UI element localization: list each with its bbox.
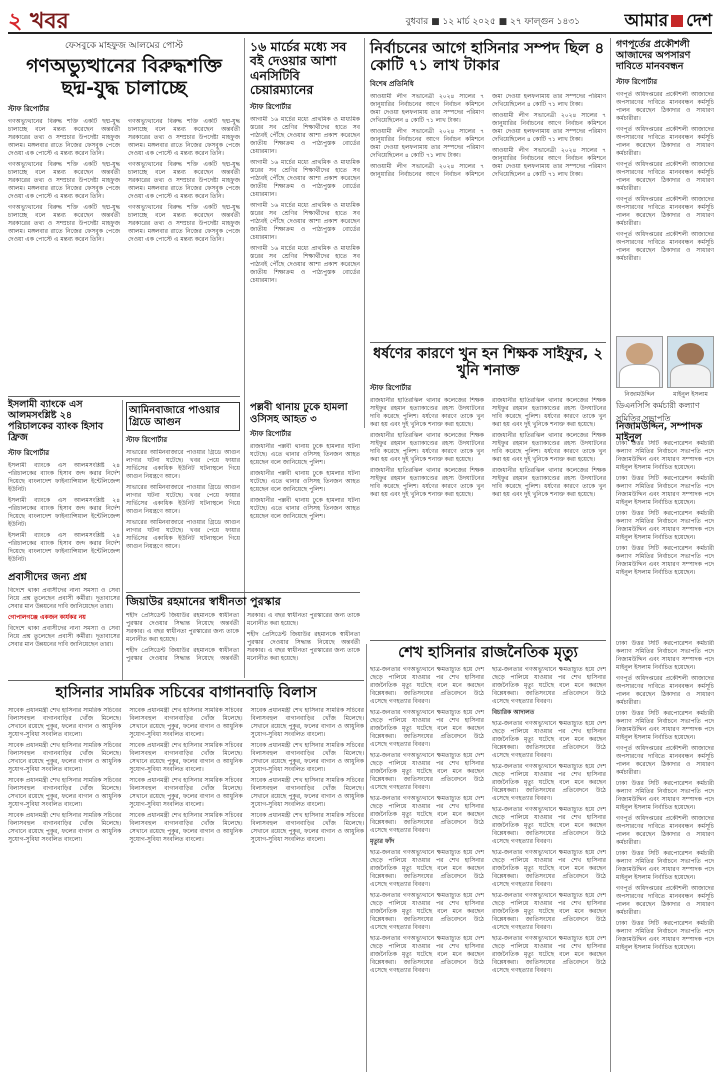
story-headline: গণপূর্তের প্রকৌশলী আজাদের অপসারণ দাবিতে মানববন্ধন bbox=[616, 39, 691, 72]
story-dncc bbox=[616, 336, 714, 636]
story-nctb bbox=[250, 40, 360, 390]
story-islami-bank bbox=[8, 400, 120, 570]
byline: স্টাফ রিপোর্টার bbox=[8, 104, 50, 113]
byline: স্টাফ রিপোর্টার bbox=[126, 436, 168, 444]
story-headline: প্রবাসীদের জন্য প্রশ্ন bbox=[8, 572, 87, 583]
masthead bbox=[8, 4, 712, 34]
column-divider bbox=[610, 38, 611, 1072]
section-divider bbox=[8, 396, 240, 397]
story-mahfuz bbox=[8, 38, 240, 393]
section-divider bbox=[370, 640, 606, 641]
byline: স্টাফ রিপোর্টার bbox=[616, 77, 658, 86]
story-headline: নিজামউদ্দিন, সম্পাদক মাইনুল bbox=[616, 421, 703, 443]
story-headline: ইসলামী ব্যাংকে এস আলমসংশ্লিষ্ট ২৪ পরিচালকের ব্যাংক হিসাব ফ্রিজ bbox=[8, 399, 104, 443]
story-headline: পল্লবী থানায় ঢুকে হামলা ওসিসহ আহত ৩ bbox=[250, 402, 348, 425]
person-icon bbox=[677, 343, 704, 365]
byline: স্টাফ রিপোর্টার bbox=[250, 102, 292, 111]
photo-nizamuddin bbox=[616, 336, 663, 388]
story-body: ঢাকা উত্তর সিটি করপোরেশন কর্মচারী কল্যাণ সমিতির নির্বাচনে সভাপতি পদে নিজামউদ্দিন এবং সাধারণ সম্পাদক পদে মাইনুল ইসলাম নির্বাচিত হয়েছেন। গণপূর্ত অধিদপ্তরের প্রকৌশলী আজাদের অপসারণের দাবিতে মানববন্ধন কর্মসূচি পালন করেছেন ঠিকাদার ও সাধারণ কর্মচারীরা। ঢাকা উত্তর সিটি করপোরেশন কর্মচারী কল্যাণ সমিতির নির্বাচনে সভাপতি পদে নিজামউদ্দিন এবং সাধারণ সম্পাদক পদে মাইনুল ইসলাম নির্বাচিত হয়েছেন। গণপূর্ত অধিদপ্তরের প্রকৌশলী আজাদের অপসারণের দাবিতে মানববন্ধন কর্মসূচি পালন করেছেন ঠিকাদার ও সাধারণ কর্মচারীরা। ঢাকা উত্তর সিটি করপোরেশন কর্মচারী কল্যাণ সমিতির নির্বাচনে সভাপতি পদে নিজামউদ্দিন এবং সাধারণ সম্পাদক পদে মাইনুল ইসলাম নির্বাচিত হয়েছেন। গণপূর্ত অধিদপ্তরের প্রকৌশলী আজাদের অপসারণের দাবিতে মানববন্ধন কর্মসূচি পালন করেছেন ঠিকাদার ও সাধারণ কর্মচারীরা। ঢাকা উত্তর সিটি করপোরেশন কর্মচারী কল্যাণ সমিতির নির্বাচনে সভাপতি পদে নিজামউদ্দিন এবং সাধারণ সম্পাদক পদে মাইনুল ইসলাম নির্বাচিত হয়েছেন। গণপূর্ত অধিদপ্তরের প্রকৌশলী আজাদের অপসারণের দাবিতে মানববন্ধন কর্মসূচি পালন করেছেন ঠিকাদার ও সাধারণ কর্মচারীরা। ঢাকা উত্তর সিটি করপোরেশন কর্মচারী কল্যাণ সমিতির নির্বাচনে সভাপতি পদে নিজামউদ্দিন এবং সাধারণ সম্পাদক পদে মাইনুল ইসলাম নির্বাচিত হয়েছেন। bbox=[616, 640, 714, 951]
story-body: ঢাকা উত্তর সিটি করপোরেশন কর্মচারী কল্যাণ সমিতির নির্বাচনে সভাপতি পদে নিজামউদ্দিন এবং সাধারণ সম্পাদক পদে মাইনুল ইসলাম নির্বাচিত হয়েছেন। ঢাকা উত্তর সিটি করপোরেশন কর্মচারী কল্যাণ সমিতির নির্বাচনে সভাপতি পদে নিজামউদ্দিন এবং সাধারণ সম্পাদক পদে মাইনুল ইসলাম নির্বাচিত হয়েছেন। ঢাকা উত্তর সিটি করপোরেশন কর্মচারী কল্যাণ সমিতির নির্বাচনে সভাপতি পদে নিজামউদ্দিন এবং সাধারণ সম্পাদক পদে মাইনুল ইসলাম নির্বাচিত হয়েছেন। ঢাকা উত্তর সিটি করপোরেশন কর্মচারী কল্যাণ সমিতির নির্বাচনে সভাপতি পদে নিজামউদ্দিন এবং সাধারণ সম্পাদক পদে মাইনুল ইসলাম নির্বাচিত হয়েছেন। bbox=[616, 440, 714, 576]
photo-mainul bbox=[667, 336, 714, 388]
story-headline: জিয়াউর রহমানের স্বাধীনতা পুরস্কার bbox=[126, 595, 281, 608]
story-zia-award bbox=[126, 596, 360, 678]
section-divider bbox=[126, 592, 360, 593]
column-divider bbox=[364, 38, 365, 428]
story-pallabi bbox=[250, 402, 360, 592]
story-headline: হাসিনার সামরিক সচিবের বাগানবাড়ি বিলাস bbox=[55, 683, 317, 701]
story-engineer bbox=[616, 40, 714, 330]
story-hasina-assets bbox=[370, 40, 606, 340]
story-body: ইসলামী ব্যাংকে এস আলমসংশ্লিষ্ট ২৪ পরিচালকের ব্যাংক হিসাব জব্দ করার নির্দেশ দিয়েছে বাংলাদেশ ফাইন্যান্সিয়াল ইন্টেলিজেন্স ইউনিট। ইসলামী ব্যাংকে এস আলমসংশ্লিষ্ট ২৪ পরিচালকের ব্যাংক হিসাব জব্দ করার নির্দেশ দিয়েছে বাংলাদেশ ফাইন্যান্সিয়াল ইন্টেলিজেন্স ইউনিট। ইসলামী ব্যাংকে এস আলমসংশ্লিষ্ট ২৪ পরিচালকের ব্যাংক হিসাব জব্দ করার নির্দেশ দিয়েছে বাংলাদেশ ফাইন্যান্সিয়াল ইন্টেলিজেন্স ইউনিট। bbox=[8, 461, 120, 563]
story-continuation bbox=[616, 640, 714, 1072]
story-headline: গণঅভ্যুত্থানের বিরুদ্ধশক্তি ছদ্ম-যুদ্ধ চালাচ্ছে bbox=[26, 55, 222, 99]
photo-caption: নিজামউদ্দিন bbox=[624, 391, 655, 398]
story-hasina-political-death bbox=[370, 644, 606, 1072]
story-body: রাজধানীর হাতিরঝিল থানার কলেজের শিক্ষক সাইফুর রহমান হত্যাকাণ্ডের রহস্য উদঘাটনের দাবি করেছে পুলিশ। ধর্ষণের কারণে তাকে খুন করা হয় এবং দুই খুনিকে শনাক্ত করা হয়েছে। রাজধানীর হাতিরঝিল থানার কলেজের শিক্ষক সাইফুর রহমান হত্যাকাণ্ডের রহস্য উদঘাটনের দাবি করেছে পুলিশ। ধর্ষণের কারণে তাকে খুন করা হয় এবং দুই খুনিকে শনাক্ত করা হয়েছে। রাজধানীর হাতিরঝিল থানার কলেজের শিক্ষক সাইফুর রহমান হত্যাকাণ্ডের রহস্য উদঘাটনের দাবি করেছে পুলিশ। ধর্ষণের কারণে তাকে খুন করা হয় এবং দুই খুনিকে শনাক্ত করা হয়েছে। রাজধানীর হাতিরঝিল থানার কলেজের শিক্ষক সাইফুর রহমান হত্যাকাণ্ডের রহস্য উদঘাটনের দাবি করেছে পুলিশ। ধর্ষণের কারণে তাকে খুন করা হয় এবং দুই খুনিকে শনাক্ত করা হয়েছে। রাজধানীর হাতিরঝিল থানার কলেজের শিক্ষক সাইফুর রহমান হত্যাকাণ্ডের রহস্য উদঘাটনের দাবি করেছে পুলিশ। ধর্ষণের কারণে তাকে খুন করা হয় এবং দুই খুনিকে শনাক্ত করা হয়েছে। রাজধানীর হাতিরঝিল থানার কলেজের শিক্ষক সাইফুর রহমান হত্যাকাণ্ডের রহস্য উদঘাটনের দাবি করেছে পুলিশ। ধর্ষণের কারণে তাকে খুন করা হয় এবং দুই খুনিকে শনাক্ত করা হয়েছে। bbox=[370, 397, 606, 499]
story-kicker: ফেসবুকে মাহফুজ আলমের পোস্ট bbox=[65, 41, 183, 51]
byline: স্টাফ রিপোর্টার bbox=[250, 430, 292, 438]
byline: স্টাফ রিপোর্টার bbox=[370, 384, 412, 393]
column-divider bbox=[366, 644, 367, 1072]
newspaper-brand: আমার দেশ bbox=[624, 11, 712, 31]
byline: বিশেষ প্রতিনিধি bbox=[370, 79, 414, 88]
byline: স্টাফ রিপোর্টার bbox=[8, 448, 50, 457]
story-headline: শেখ হাসিনার রাজনৈতিক মৃত্যু bbox=[398, 643, 578, 661]
story-headline: ১৬ মার্চের মধ্যে সব বই দেওয়ার আশা এনসিটিবি চেয়ারম্যানের bbox=[250, 39, 347, 98]
section-divider bbox=[8, 680, 364, 681]
page-number: ২ খবর bbox=[8, 8, 69, 34]
story-headline: আমিনবাজারে পাওয়ার গ্রিডে আগুন bbox=[126, 402, 240, 431]
dateline: বুধবার ■ ১২ মার্চ ২০২৫ ■ ২৭ ফাল্গুন ১৪৩১ bbox=[405, 17, 580, 27]
story-body: রাজধানীর পল্লবী থানায় ঢুকে হামলার ঘটনা ঘটেছে। এতে থানার ওসিসহ তিনজন আহত হয়েছেন বলে জানিয়েছে পুলিশ। রাজধানীর পল্লবী থানায় ঢুকে হামলার ঘটনা ঘটেছে। এতে থানার ওসিসহ তিনজন আহত হয়েছেন বলে জানিয়েছে পুলিশ। রাজধানীর পল্লবী থানায় ঢুকে হামলার ঘটনা ঘটেছে। এতে থানার ওসিসহ তিনজন আহত হয়েছেন বলে জানিয়েছে পুলিশ। bbox=[250, 443, 360, 520]
story-body: শহীদ প্রেসিডেন্ট জিয়াউর রহমানকে স্বাধীনতা পুরস্কার দেওয়ার সিদ্ধান্ত নিয়েছে অন্তর্বর্তী সরকার। এ বছর স্বাধীনতা পুরস্কারের জন্য তাকে মনোনীত করা হয়েছে। শহীদ প্রেসিডেন্ট জিয়াউর রহমানকে স্বাধীনতা পুরস্কার দেওয়ার সিদ্ধান্ত নিয়েছে অন্তর্বর্তী সরকার। এ বছর স্বাধীনতা পুরস্কারের জন্য তাকে মনোনীত করা হয়েছে। শহীদ প্রেসিডেন্ট জিয়াউর রহমানকে স্বাধীনতা পুরস্কার দেওয়ার সিদ্ধান্ত নিয়েছে অন্তর্বর্তী সরকার। এ বছর স্বাধীনতা পুরস্কারের জন্য তাকে মনোনীত করা হয়েছে। bbox=[126, 611, 360, 662]
section-divider bbox=[370, 342, 606, 343]
story-body: সাভারের আমিনবাজারে পাওয়ার গ্রিডে আগুন লাগার ঘটনা ঘটেছে। খবর পেয়ে ফায়ার সার্ভিসের একাধিক ইউনিট ঘটনাস্থলে গিয়ে আগুন নিয়ন্ত্রণে আনে। সাভারের আমিনবাজারে পাওয়ার গ্রিডে আগুন লাগার ঘটনা ঘটেছে। খবর পেয়ে ফায়ার সার্ভিসের একাধিক ইউনিট ঘটনাস্থলে গিয়ে আগুন নিয়ন্ত্রণে আনে। সাভারের আমিনবাজারে পাওয়ার গ্রিডে আগুন লাগার ঘটনা ঘটেছে। খবর পেয়ে ফায়ার সার্ভিসের একাধিক ইউনিট ঘটনাস্থলে গিয়ে আগুন নিয়ন্ত্রণে আনে। bbox=[126, 449, 240, 550]
person-icon bbox=[626, 343, 653, 365]
story-body: আওয়ামী লীগ সভানেত্রী ২০২৪ সালের ৭ জানুয়ারির নির্বাচনের আগে নির্বাচন কমিশনে জমা দেওয়া হলফনামায় তার সম্পদের পরিমাণ দেখিয়েছিলেন ৪ কোটি ৭১ লাখ টাকা। আওয়ামী লীগ সভানেত্রী ২০২৪ সালের ৭ জানুয়ারির নির্বাচনের আগে নির্বাচন কমিশনে জমা দেওয়া হলফনামায় তার সম্পদের পরিমাণ দেখিয়েছিলেন ৪ কোটি ৭১ লাখ টাকা। আওয়ামী লীগ সভানেত্রী ২০২৪ সালের ৭ জানুয়ারির নির্বাচনের আগে নির্বাচন কমিশনে জমা দেওয়া হলফনামায় তার সম্পদের পরিমাণ দেখিয়েছিলেন ৪ কোটি ৭১ লাখ টাকা। আওয়ামী লীগ সভানেত্রী ২০২৪ সালের ৭ জানুয়ারির নির্বাচনের আগে নির্বাচন কমিশনে জমা দেওয়া হলফনামায় তার সম্পদের পরিমাণ দেখিয়েছিলেন ৪ কোটি ৭১ লাখ টাকা। আওয়ামী লীগ সভানেত্রী ২০২৪ সালের ৭ জানুয়ারির নির্বাচনের আগে নির্বাচন কমিশনে জমা দেওয়া হলফনামায় তার সম্পদের পরিমাণ দেখিয়েছিলেন ৪ কোটি ৭১ লাখ টাকা। bbox=[370, 92, 606, 178]
story-expatriates bbox=[8, 572, 120, 682]
story-kicker: ডিএনসিসি কর্মচারী কল্যাণ সমিতির সভাপতি bbox=[616, 401, 700, 423]
story-power-grid bbox=[126, 402, 240, 590]
story-headline: ধর্ষণের কারণে খুন হন শিক্ষক সাইফুর, ২ খুনি শনাক্ত bbox=[373, 346, 603, 379]
story-body: বিদেশে থাকা প্রবাসীদের নানা সমস্যা ও সেবা নিয়ে প্রশ্ন তুলেছেন প্রবাসী কর্মীরা। দূতাবাসের সেবার মান উন্নয়নের দাবি জানিয়েছেন তারা। গোপালগঞ্জে একজন কার্যকর নয় বিদেশে থাকা প্রবাসীদের নানা সমস্যা ও সেবা নিয়ে প্রশ্ন তুলেছেন প্রবাসী কর্মীরা। দূতাবাসের সেবার মান উন্নয়নের দাবি জানিয়েছেন তারা। bbox=[8, 586, 120, 648]
story-body: আগামী ১৬ মার্চের মধ্যে প্রাথমিক ও মাধ্যমিক স্তরের সব শ্রেণির শিক্ষার্থীদের হাতে সব পাঠ্যবই পৌঁছে দেওয়ার আশা প্রকাশ করেছেন জাতীয় শিক্ষাক্রম ও পাঠ্যপুস্তক বোর্ডের চেয়ারম্যান। আগামী ১৬ মার্চের মধ্যে প্রাথমিক ও মাধ্যমিক স্তরের সব শ্রেণির শিক্ষার্থীদের হাতে সব পাঠ্যবই পৌঁছে দেওয়ার আশা প্রকাশ করেছেন জাতীয় শিক্ষাক্রম ও পাঠ্যপুস্তক বোর্ডের চেয়ারম্যান। আগামী ১৬ মার্চের মধ্যে প্রাথমিক ও মাধ্যমিক স্তরের সব শ্রেণির শিক্ষার্থীদের হাতে সব পাঠ্যবই পৌঁছে দেওয়ার আশা প্রকাশ করেছেন জাতীয় শিক্ষাক্রম ও পাঠ্যপুস্তক বোর্ডের চেয়ারম্যান। আগামী ১৬ মার্চের মধ্যে প্রাথমিক ও মাধ্যমিক স্তরের সব শ্রেণির শিক্ষার্থীদের হাতে সব পাঠ্যবই পৌঁছে দেওয়ার আশা প্রকাশ করেছেন জাতীয় শিক্ষাক্রম ও পাঠ্যপুস্তক বোর্ডের চেয়ারম্যান। bbox=[250, 115, 360, 284]
column-divider bbox=[244, 38, 245, 678]
story-headline: নির্বাচনের আগে হাসিনার সম্পদ ছিল ৪ কোটি ৭১ লাখ টাকার bbox=[370, 39, 605, 75]
story-teacher-murder bbox=[370, 346, 606, 636]
story-body: সাবেক প্রধানমন্ত্রী শেখ হাসিনার সামরিক সচিবের বিলাসবহুল বাগানবাড়ির খোঁজ মিলেছে। সেখানে রয়েছে পুকুর, ফলের বাগান ও আধুনিক সুযোগ-সুবিধা সংবলিত বাংলো। সাবেক প্রধানমন্ত্রী শেখ হাসিনার সামরিক সচিবের বিলাসবহুল বাগানবাড়ির খোঁজ মিলেছে। সেখানে রয়েছে পুকুর, ফলের বাগান ও আধুনিক সুযোগ-সুবিধা সংবলিত বাংলো। সাবেক প্রধানমন্ত্রী শেখ হাসিনার সামরিক সচিবের বিলাসবহুল বাগানবাড়ির খোঁজ মিলেছে। সেখানে রয়েছে পুকুর, ফলের বাগান ও আধুনিক সুযোগ-সুবিধা সংবলিত বাংলো। সাবেক প্রধানমন্ত্রী শেখ হাসিনার সামরিক সচিবের বিলাসবহুল বাগানবাড়ির খোঁজ মিলেছে। সেখানে রয়েছে পুকুর, ফলের বাগান ও আধুনিক সুযোগ-সুবিধা সংবলিত বাংলো। সাবেক প্রধানমন্ত্রী শেখ হাসিনার সামরিক সচিবের বিলাসবহুল বাগানবাড়ির খোঁজ মিলেছে। সেখানে রয়েছে পুকুর, ফলের বাগান ও আধুনিক সুযোগ-সুবিধা সংবলিত বাংলো। সাবেক প্রধানমন্ত্রী শেখ হাসিনার সামরিক সচিবের বিলাসবহুল বাগানবাড়ির খোঁজ মিলেছে। সেখানে রয়েছে পুকুর, ফলের বাগান ও আধুনিক সুযোগ-সুবিধা সংবলিত বাংলো। সাবেক প্রধানমন্ত্রী শেখ হাসিনার সামরিক সচিবের বিলাসবহুল বাগানবাড়ির খোঁজ মিলেছে। সেখানে রয়েছে পুকুর, ফলের বাগান ও আধুনিক সুযোগ-সুবিধা সংবলিত বাংলো। সাবেক প্রধানমন্ত্রী শেখ হাসিনার সামরিক সচিবের বিলাসবহুল বাগানবাড়ির খোঁজ মিলেছে। সেখানে রয়েছে পুকুর, ফলের বাগান ও আধুনিক সুযোগ-সুবিধা সংবলিত বাংলো। সাবেক প্রধানমন্ত্রী শেখ হাসিনার সামরিক সচিবের বিলাসবহুল বাগানবাড়ির খোঁজ মিলেছে। সেখানে রয়েছে পুকুর, ফলের বাগান ও আধুনিক সুযোগ-সুবিধা সংবলিত বাংলো। সাবেক প্রধানমন্ত্রী শেখ হাসিনার সামরিক সচিবের বিলাসবহুল বাগানবাড়ির খোঁজ মিলেছে। সেখানে রয়েছে পুকুর, ফলের বাগান ও আধুনিক সুযোগ-সুবিধা সংবলিত বাংলো। সাবেক প্রধানমন্ত্রী শেখ হাসিনার সামরিক সচিবের বিলাসবহুল বাগানবাড়ির খোঁজ মিলেছে। সেখানে রয়েছে পুকুর, ফলের বাগান ও আধুনিক সুযোগ-সুবিধা সংবলিত বাংলো। সাবেক প্রধানমন্ত্রী শেখ হাসিনার সামরিক সচিবের বিলাসবহুল বাগানবাড়ির খোঁজ মিলেছে। সেখানে রয়েছে পুকুর, ফলের বাগান ও আধুনিক সুযোগ-সুবিধা সংবলিত বাংলো। bbox=[8, 707, 364, 844]
photo-caption: মাইনুল ইসলাম bbox=[673, 391, 708, 398]
story-body: গণঅভ্যুত্থানের বিরুদ্ধ শক্তি একটি ছদ্ম-যুদ্ধ চালাচ্ছে বলে মন্তব্য করেছেন অন্তর্বর্তী সরকারের তথ্য ও সম্প্রচার উপদেষ্টা মাহফুজ আলম। মঙ্গলবার রাতে নিজের ফেসবুক পেজে দেওয়া এক পোস্টে এ মন্তব্য করেন তিনি। গণঅভ্যুত্থানের বিরুদ্ধ শক্তি একটি ছদ্ম-যুদ্ধ চালাচ্ছে বলে মন্তব্য করেছেন অন্তর্বর্তী সরকারের তথ্য ও সম্প্রচার উপদেষ্টা মাহফুজ আলম। মঙ্গলবার রাতে নিজের ফেসবুক পেজে দেওয়া এক পোস্টে এ মন্তব্য করেন তিনি। গণঅভ্যুত্থানের বিরুদ্ধ শক্তি একটি ছদ্ম-যুদ্ধ চালাচ্ছে বলে মন্তব্য করেছেন অন্তর্বর্তী সরকারের তথ্য ও সম্প্রচার উপদেষ্টা মাহফুজ আলম। মঙ্গলবার রাতে নিজের ফেসবুক পেজে দেওয়া এক পোস্টে এ মন্তব্য করেন তিনি। গণঅভ্যুত্থানের বিরুদ্ধ শক্তি একটি ছদ্ম-যুদ্ধ চালাচ্ছে বলে মন্তব্য করেছেন অন্তর্বর্তী সরকারের তথ্য ও সম্প্রচার উপদেষ্টা মাহফুজ আলম। মঙ্গলবার রাতে নিজের ফেসবুক পেজে দেওয়া এক পোস্টে এ মন্তব্য করেন তিনি। গণঅভ্যুত্থানের বিরুদ্ধ শক্তি একটি ছদ্ম-যুদ্ধ চালাচ্ছে বলে মন্তব্য করেছেন অন্তর্বর্তী সরকারের তথ্য ও সম্প্রচার উপদেষ্টা মাহফুজ আলম। মঙ্গলবার রাতে নিজের ফেসবুক পেজে দেওয়া এক পোস্টে এ মন্তব্য করেন তিনি। গণঅভ্যুত্থানের বিরুদ্ধ শক্তি একটি ছদ্ম-যুদ্ধ চালাচ্ছে বলে মন্তব্য করেছেন অন্তর্বর্তী সরকারের তথ্য ও সম্প্রচার উপদেষ্টা মাহফুজ আলম। মঙ্গলবার রাতে নিজের ফেসবুক পেজে দেওয়া এক পোস্টে এ মন্তব্য করেন তিনি। bbox=[8, 117, 240, 243]
brand-logo-icon bbox=[671, 15, 683, 27]
story-military-secretary bbox=[8, 684, 364, 1074]
column-divider bbox=[122, 400, 123, 680]
story-body: গণপূর্ত অধিদপ্তরের প্রকৌশলী আজাদের অপসারণের দাবিতে মানববন্ধন কর্মসূচি পালন করেছেন ঠিকাদার ও সাধারণ কর্মচারীরা। গণপূর্ত অধিদপ্তরের প্রকৌশলী আজাদের অপসারণের দাবিতে মানববন্ধন কর্মসূচি পালন করেছেন ঠিকাদার ও সাধারণ কর্মচারীরা। গণপূর্ত অধিদপ্তরের প্রকৌশলী আজাদের অপসারণের দাবিতে মানববন্ধন কর্মসূচি পালন করেছেন ঠিকাদার ও সাধারণ কর্মচারীরা। গণপূর্ত অধিদপ্তরের প্রকৌশলী আজাদের অপসারণের দাবিতে মানববন্ধন কর্মসূচি পালন করেছেন ঠিকাদার ও সাধারণ কর্মচারীরা। গণপূর্ত অধিদপ্তরের প্রকৌশলী আজাদের অপসারণের দাবিতে মানববন্ধন কর্মসূচি পালন করেছেন ঠিকাদার ও সাধারণ কর্মচারীরা। bbox=[616, 90, 714, 262]
story-body: ছাত্র-জনতার গণঅভ্যুত্থানে ক্ষমতাচ্যুত হয়ে দেশ ছেড়ে পালিয়ে যাওয়ার পর শেখ হাসিনার রাজনৈতিক মৃত্যু ঘটেছে বলে মনে করছেন বিশ্লেষকরা। জাতিসংঘের প্রতিবেদনে উঠে এসেছে গণহত্যার বিবরণ। ছাত্র-জনতার গণঅভ্যুত্থানে ক্ষমতাচ্যুত হয়ে দেশ ছেড়ে পালিয়ে যাওয়ার পর শেখ হাসিনার রাজনৈতিক মৃত্যু ঘটেছে বলে মনে করছেন বিশ্লেষকরা। জাতিসংঘের প্রতিবেদনে উঠে এসেছে গণহত্যার বিবরণ। ছাত্র-জনতার গণঅভ্যুত্থানে ক্ষমতাচ্যুত হয়ে দেশ ছেড়ে পালিয়ে যাওয়ার পর শেখ হাসিনার রাজনৈতিক মৃত্যু ঘটেছে বলে মনে করছেন বিশ্লেষকরা। জাতিসংঘের প্রতিবেদনে উঠে এসেছে গণহত্যার বিবরণ। ছাত্র-জনতার গণঅভ্যুত্থানে ক্ষমতাচ্যুত হয়ে দেশ ছেড়ে পালিয়ে যাওয়ার পর শেখ হাসিনার রাজনৈতিক মৃত্যু ঘটেছে বলে মনে করছেন বিশ্লেষকরা। জাতিসংঘের প্রতিবেদনে উঠে এসেছে গণহত্যার বিবরণ। মৃত্যুর ফাঁদ ছাত্র-জনতার গণঅভ্যুত্থানে ক্ষমতাচ্যুত হয়ে দেশ ছেড়ে পালিয়ে যাওয়ার পর শেখ হাসিনার রাজনৈতিক মৃত্যু ঘটেছে বলে মনে করছেন বিশ্লেষকরা। জাতিসংঘের প্রতিবেদনে উঠে এসেছে গণহত্যার বিবরণ। ছাত্র-জনতার গণঅভ্যুত্থানে ক্ষমতাচ্যুত হয়ে দেশ ছেড়ে পালিয়ে যাওয়ার পর শেখ হাসিনার রাজনৈতিক মৃত্যু ঘটেছে বলে মনে করছেন বিশ্লেষকরা। জাতিসংঘের প্রতিবেদনে উঠে এসেছে গণহত্যার বিবরণ। ছাত্র-জনতার গণঅভ্যুত্থানে ক্ষমতাচ্যুত হয়ে দেশ ছেড়ে পালিয়ে যাওয়ার পর শেখ হাসিনার রাজনৈতিক মৃত্যু ঘটেছে বলে মনে করছেন বিশ্লেষকরা। জাতিসংঘের প্রতিবেদনে উঠে এসেছে গণহত্যার বিবরণ। ছাত্র-জনতার গণঅভ্যুত্থানে ক্ষমতাচ্যুত হয়ে দেশ ছেড়ে পালিয়ে যাওয়ার পর শেখ হাসিনার রাজনৈতিক মৃত্যু ঘটেছে বলে মনে করছেন বিশ্লেষকরা। জাতিসংঘের প্রতিবেদনে উঠে এসেছে গণহত্যার বিবরণ। বিচারিক আদালত ছাত্র-জনতার গণঅভ্যুত্থানে ক্ষমতাচ্যুত হয়ে দেশ ছেড়ে পালিয়ে যাওয়ার পর শেখ হাসিনার রাজনৈতিক মৃত্যু ঘটেছে বলে মনে করছেন বিশ্লেষকরা। জাতিসংঘের প্রতিবেদনে উঠে এসেছে গণহত্যার বিবরণ। ছাত্র-জনতার গণঅভ্যুত্থানে ক্ষমতাচ্যুত হয়ে দেশ ছেড়ে পালিয়ে যাওয়ার পর শেখ হাসিনার রাজনৈতিক মৃত্যু ঘটেছে বলে মনে করছেন বিশ্লেষকরা। জাতিসংঘের প্রতিবেদনে উঠে এসেছে গণহত্যার বিবরণ। ছাত্র-জনতার গণঅভ্যুত্থানে ক্ষমতাচ্যুত হয়ে দেশ ছেড়ে পালিয়ে যাওয়ার পর শেখ হাসিনার রাজনৈতিক মৃত্যু ঘটেছে বলে মনে করছেন বিশ্লেষকরা। জাতিসংঘের প্রতিবেদনে উঠে এসেছে গণহত্যার বিবরণ। ছাত্র-জনতার গণঅভ্যুত্থানে ক্ষমতাচ্যুত হয়ে দেশ ছেড়ে পালিয়ে যাওয়ার পর শেখ হাসিনার রাজনৈতিক মৃত্যু ঘটেছে বলে মনে করছেন বিশ্লেষকরা। জাতিসংঘের প্রতিবেদনে উঠে এসেছে গণহত্যার বিবরণ। ছাত্র-জনতার গণঅভ্যুত্থানে ক্ষমতাচ্যুত হয়ে দেশ ছেড়ে পালিয়ে যাওয়ার পর শেখ হাসিনার রাজনৈতিক মৃত্যু ঘটেছে বলে মনে করছেন বিশ্লেষকরা। জাতিসংঘের প্রতিবেদনে উঠে এসেছে গণহত্যার বিবরণ। ছাত্র-জনতার গণঅভ্যুত্থানে ক্ষমতাচ্যুত হয়ে দেশ ছেড়ে পালিয়ে যাওয়ার পর শেখ হাসিনার রাজনৈতিক মৃত্যু ঘটেছে বলে মনে করছেন বিশ্লেষকরা। জাতিসংঘের প্রতিবেদনে উঠে এসেছে গণহত্যার বিবরণ। bbox=[370, 666, 606, 975]
